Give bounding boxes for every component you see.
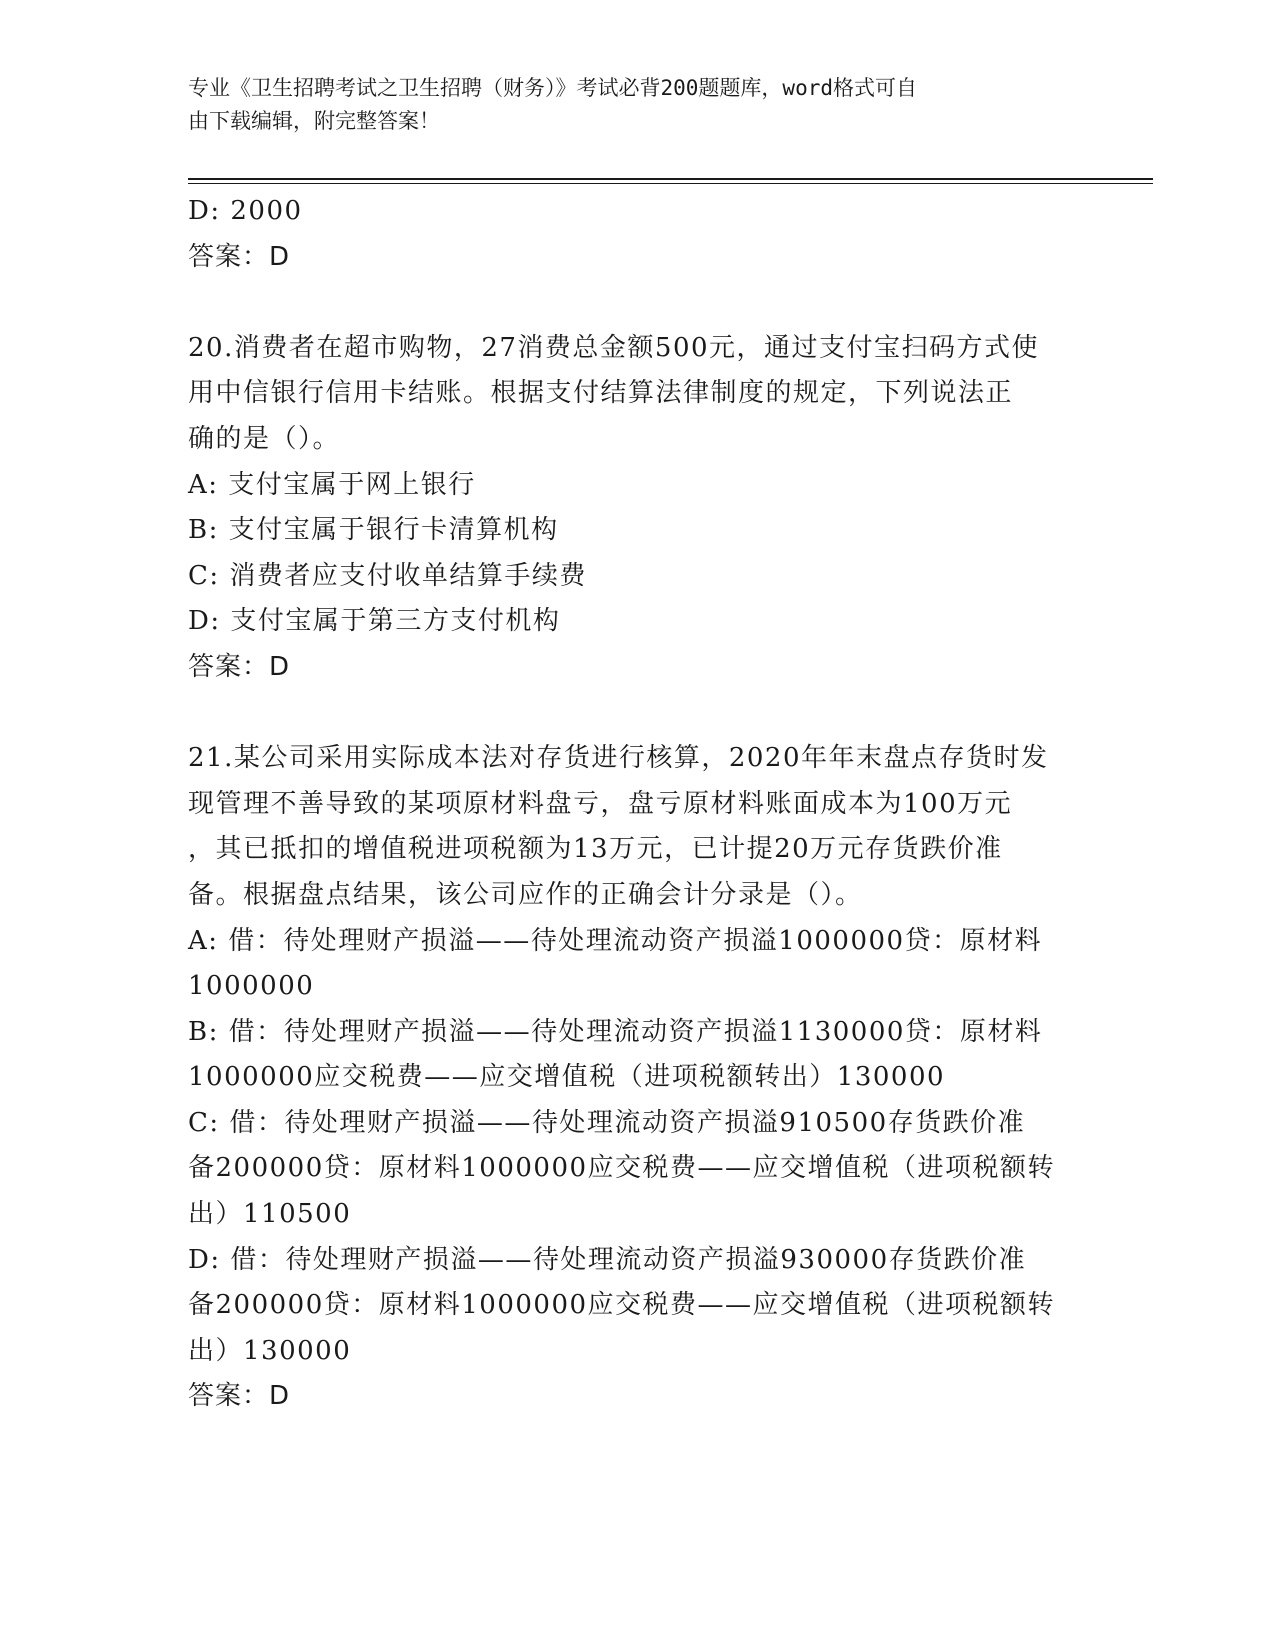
option-d: D: 2000 — [188, 196, 303, 226]
answer-line: 答案：D — [188, 651, 291, 682]
option-d: D: 借：待处理财产损溢——待处理流动资产损溢930000存货跌价准 — [188, 1244, 1027, 1275]
option-b: B: 借：待处理财产损溢——待处理流动资产损溢1130000贷：原材料 — [188, 1016, 1043, 1047]
header-divider-thick — [188, 178, 1153, 180]
previous-question-tail — [188, 189, 1088, 280]
answer-line: 答案：D — [188, 1381, 291, 1412]
question-stem-line: 20.消费者在超市购物，27消费总金额500元，通过支付宝扫码方式使 — [188, 332, 1040, 363]
option-c-continued: 备200000贷：原材料1000000应交税费——应交增值税（进项税额转 — [188, 1153, 1056, 1184]
answer-line: 答案：D — [188, 241, 291, 272]
option-c-continued: 出）110500 — [188, 1199, 352, 1230]
document-header — [188, 72, 1068, 138]
option-d: D: 支付宝属于第三方支付机构 — [188, 606, 561, 637]
option-c: C: 消费者应支付收单结算手续费 — [188, 560, 587, 591]
question-stem-line: 现管理不善导致的某项原材料盘亏，盘亏原材料账面成本为100万元 — [188, 788, 1013, 819]
question-stem-line: 用中信银行信用卡结账。根据支付结算法律制度的规定，下列说法正 — [188, 378, 1014, 409]
option-b-continued: 1000000应交税费——应交增值税（进项税额转出）130000 — [188, 1062, 946, 1093]
spacer — [188, 691, 1088, 737]
option-a: A: 支付宝属于网上银行 — [188, 469, 476, 500]
header-divider-thin — [188, 183, 1153, 184]
spacer — [188, 280, 1088, 326]
option-c: C: 借：待处理财产损溢——待处理流动资产损溢910500存货跌价准 — [188, 1107, 1026, 1138]
question-stem-line: ，其已抵扣的增值税进项税额为13万元，已计提20万元存货跌价准 — [188, 834, 1003, 865]
question-20 — [188, 326, 1088, 691]
option-d-continued: 备200000贷：原材料1000000应交税费——应交增值税（进项税额转 — [188, 1290, 1056, 1321]
question-stem-line: 21.某公司采用实际成本法对存货进行核算，2020年年末盘点存货时发 — [188, 743, 1049, 774]
question-stem-line: 备。根据盘点结果，该公司应作的正确会计分录是（）。 — [188, 879, 863, 910]
option-b: B: 支付宝属于银行卡清算机构 — [188, 515, 559, 546]
header-line-2: 由下载编辑，附完整答案！ — [188, 109, 440, 133]
document-body — [188, 189, 1088, 1420]
question-21 — [188, 736, 1088, 1420]
header-line-1: 专业《卫生招聘考试之卫生招聘（财务）》考试必背200题题库，word格式可自 — [188, 76, 917, 100]
option-a: A: 借：待处理财产损溢——待处理流动资产损溢1000000贷：原材料 — [188, 925, 1043, 956]
option-a-continued: 1000000 — [188, 971, 315, 1002]
option-d-continued: 出）130000 — [188, 1335, 352, 1366]
question-stem-line: 确的是（）。 — [188, 423, 341, 454]
